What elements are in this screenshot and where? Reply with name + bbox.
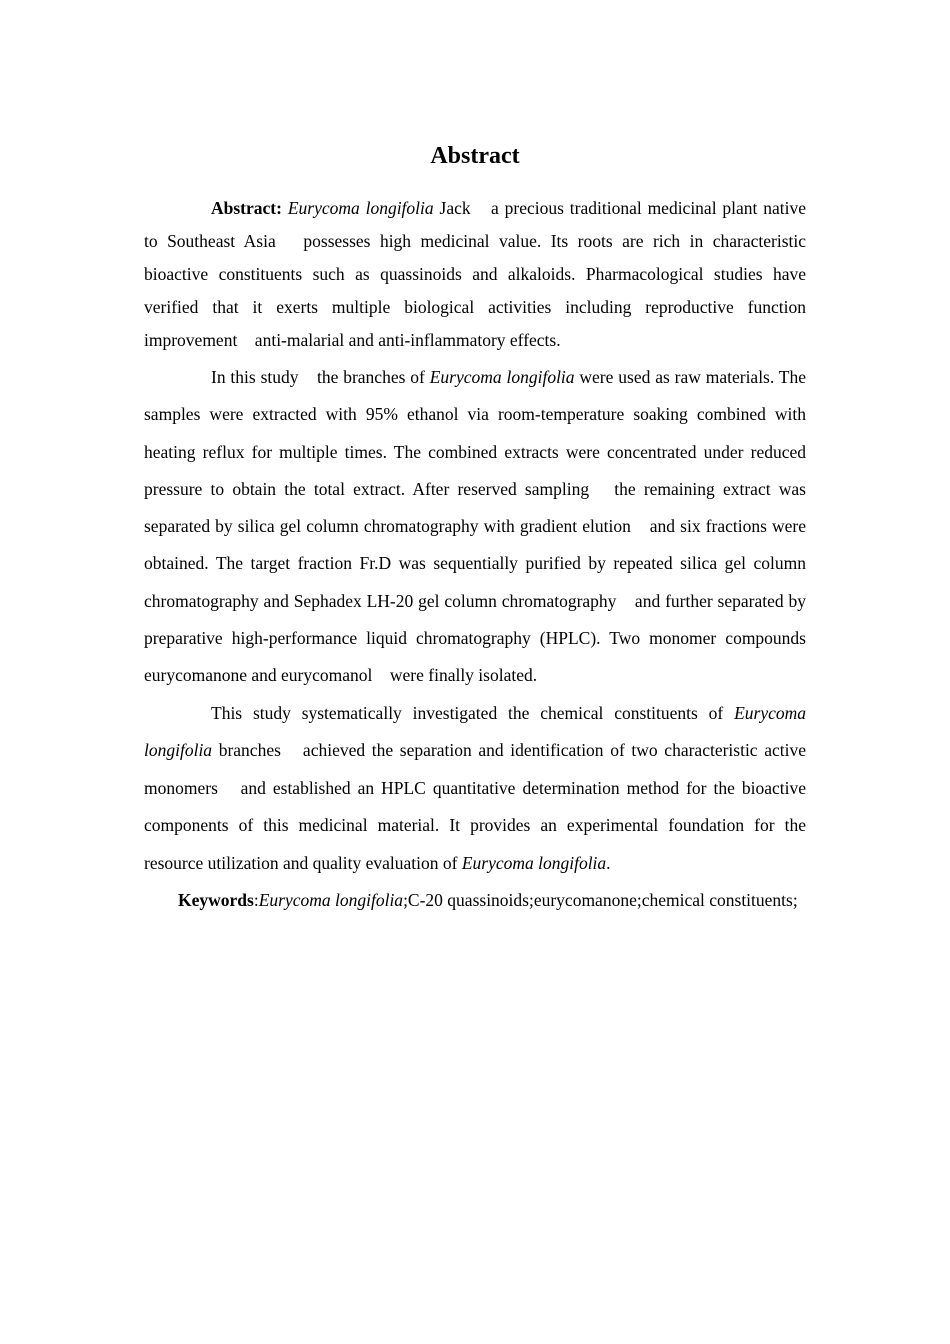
keywords-line xyxy=(144,882,806,920)
paragraph-text: This study systematically investigated the chemical constituents of xyxy=(211,702,735,723)
abstract-paragraph-1 xyxy=(144,192,806,357)
page-title: Abstract xyxy=(430,143,520,169)
abstract-label: Abstract: xyxy=(211,198,282,218)
abstract-paragraph-3 xyxy=(144,695,806,883)
species-name: Eurycoma longifolia xyxy=(287,198,434,218)
document-page xyxy=(144,140,806,920)
paragraph-text: branches achieved the separation and identification of two characteristic active monomers and established an HPLC quantitative determination method for the bioactive components of this medicinal material. It provides an experimental foundation for the resource utilization and quality evaluation of xyxy=(144,740,806,873)
keywords-separator: : xyxy=(253,890,259,911)
species-name: Eurycoma longifolia xyxy=(461,852,607,873)
paragraph-text: were used as raw materials. The samples were extracted with 95% ethanol via room-temperature soaking combined with heating reflux for multiple times. The combined extracts were concentrated under reduced pressure to obtain the total extract. After reserved sampling the remaining extract was separated by silica gel column chromatography with gradient elution and six fractions were obtained. The target fraction Fr.D was sequentially purified by repeated silica gel column chromatography and Sephadex LH-20 gel column chromatography and further separated by preparative high-performance liquid chromatography (HPLC). Two monomer compounds eurycomanone and eurycomanol were finally isolated. xyxy=(144,367,806,686)
keywords-list: ;C-20 quassinoids;eurycomanone;chemical constituents; xyxy=(403,890,798,911)
species-name: Eurycoma longifolia xyxy=(429,367,575,387)
paragraph-text: . xyxy=(606,852,611,873)
keywords-label: Keywords xyxy=(178,890,254,911)
species-name: Eurycoma longifolia xyxy=(258,890,404,911)
paragraph-text: In this study the branches of xyxy=(211,367,430,387)
paragraph-text: Jack a precious traditional medicinal plant native to Southeast Asia possesses high medicinal value. Its roots are rich in characteristic bioactive constituents such as quassinoids and alkaloids. Pharmacological studies have verified that it exerts multiple biological activities including reproductive function improvement anti-malarial and anti-inflammatory effects. xyxy=(144,198,807,350)
species-name: Eurycoma longifolia xyxy=(144,702,806,761)
abstract-paragraph-2 xyxy=(144,359,806,695)
